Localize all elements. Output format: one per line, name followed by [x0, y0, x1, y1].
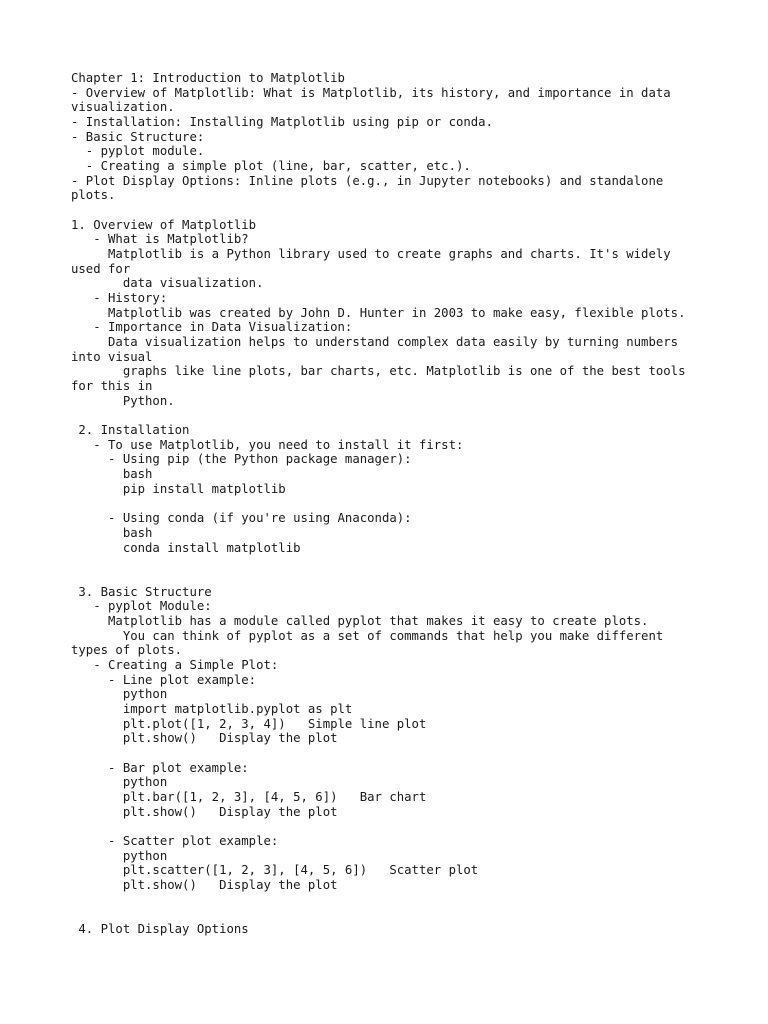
text-line: plt.scatter([1, 2, 3], [4, 5, 6]) Scatter plot: [71, 863, 479, 878]
text-line: - Using pip (the Python package manager):: [71, 452, 412, 467]
text-line: python: [71, 687, 168, 702]
blank-line: [71, 408, 685, 423]
text-line: types of plots.: [71, 643, 183, 658]
blank-line: [71, 819, 685, 834]
blank-line: [71, 570, 685, 585]
text-line: - History:: [71, 291, 168, 306]
text-line: 2. Installation: [71, 423, 190, 438]
text-line: visualization.: [71, 100, 175, 115]
text-line: - Scatter plot example:: [71, 833, 279, 848]
text-line: pip install matplotlib: [71, 481, 286, 496]
text-line: plt.bar([1, 2, 3], [4, 5, 6]) Bar chart: [71, 789, 427, 804]
text-line: Matplotlib was created by John D. Hunter in 2003 to make easy, flexible plots.: [71, 305, 686, 320]
text-line: - pyplot module.: [71, 144, 205, 159]
text-line: 1. Overview of Matplotlib: [71, 217, 257, 232]
blank-line: [71, 907, 685, 922]
text-line: - Plot Display Options: Inline plots (e.g., in Jupyter notebooks) and standalone: [71, 173, 664, 188]
text-line: 3. Basic Structure: [71, 584, 212, 599]
text-line: plots.: [71, 188, 116, 203]
text-line: Python.: [71, 393, 175, 408]
text-line: - Bar plot example:: [71, 760, 249, 775]
text-line: 4. Plot Display Options: [71, 921, 249, 936]
text-line: - Installation: Installing Matplotlib using pip or conda.: [71, 115, 493, 130]
document-text: [71, 71, 685, 937]
blank-line: [71, 893, 685, 908]
text-line: graphs like line plots, bar charts, etc. Matplotlib is one of the best tools: [71, 364, 686, 379]
text-line: bash: [71, 467, 153, 482]
text-line: conda install matplotlib: [71, 540, 301, 555]
text-line: plt.show() Display the plot: [71, 877, 338, 892]
text-line: - Basic Structure:: [71, 129, 205, 144]
blank-line: [71, 746, 685, 761]
text-line: python: [71, 848, 168, 863]
text-line: - To use Matplotlib, you need to install it first:: [71, 437, 464, 452]
text-line: import matplotlib.pyplot as plt: [71, 701, 353, 716]
text-line: Matplotlib has a module called pyplot that makes it easy to create plots.: [71, 613, 649, 628]
blank-line: [71, 203, 685, 218]
text-line: Matplotlib is a Python library used to create graphs and charts. It's widely: [71, 247, 671, 262]
text-line: for this in: [71, 379, 153, 394]
text-line: - Importance in Data Visualization:: [71, 320, 353, 335]
text-line: Chapter 1: Introduction to Matplotlib: [71, 71, 345, 85]
text-line: bash: [71, 525, 153, 540]
text-line: - Overview of Matplotlib: What is Matplotlib, its history, and importance in data: [71, 85, 671, 100]
text-line: plt.show() Display the plot: [71, 804, 338, 819]
text-line: python: [71, 775, 168, 790]
text-line: - Using conda (if you're using Anaconda):: [71, 511, 412, 526]
text-line: plt.plot([1, 2, 3, 4]) Simple line plot: [71, 716, 427, 731]
text-line: You can think of pyplot as a set of commands that help you make different: [71, 628, 664, 643]
blank-line: [71, 496, 685, 511]
text-line: - Creating a Simple Plot:: [71, 657, 279, 672]
text-line: - Creating a simple plot (line, bar, scatter, etc.).: [71, 159, 471, 174]
blank-line: [71, 555, 685, 570]
text-line: plt.show() Display the plot: [71, 731, 338, 746]
text-line: used for: [71, 261, 131, 276]
text-line: into visual: [71, 349, 153, 364]
text-line: Data visualization helps to understand complex data easily by turning numbers: [71, 335, 679, 350]
text-line: - pyplot Module:: [71, 599, 212, 614]
text-line: - Line plot example:: [71, 672, 257, 687]
text-line: data visualization.: [71, 276, 264, 291]
text-line: - What is Matplotlib?: [71, 232, 249, 247]
